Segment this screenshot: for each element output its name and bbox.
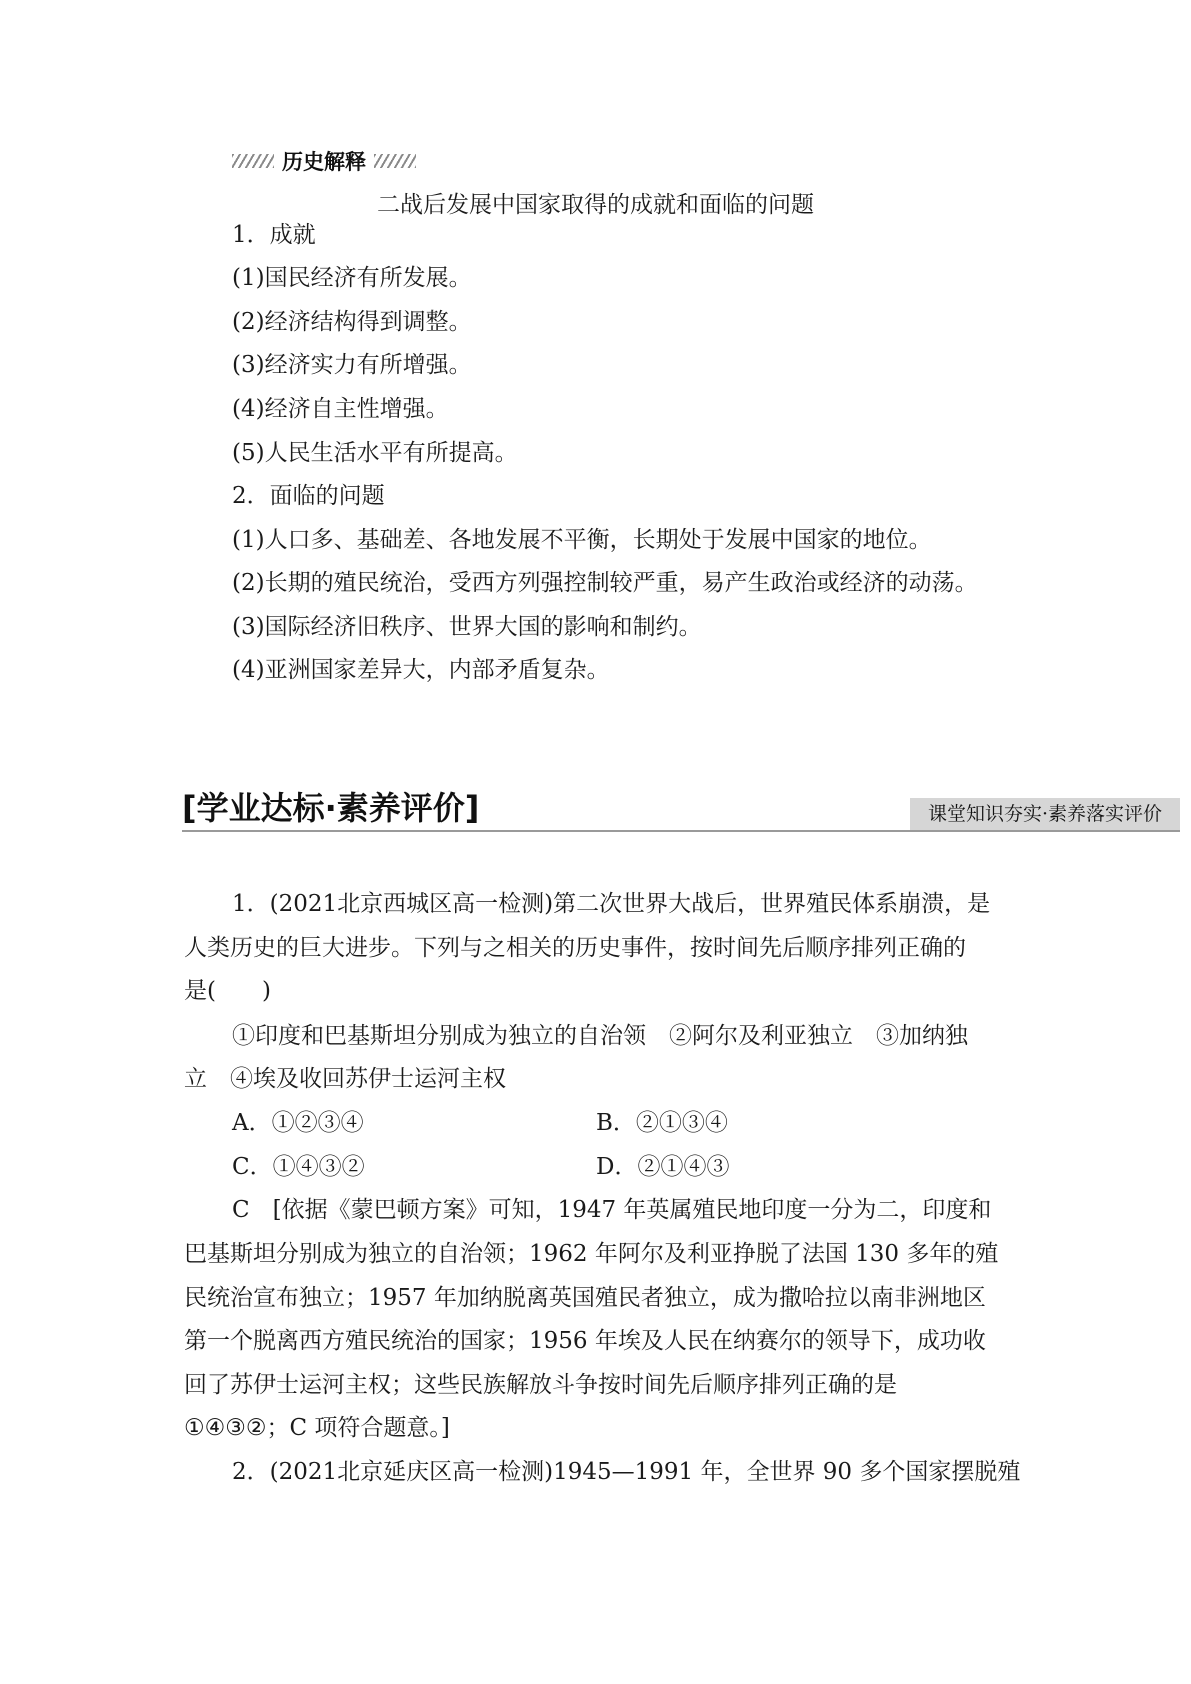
achievement-item: (4)经济自主性增强。 — [232, 396, 449, 422]
section-divider — [182, 830, 1180, 832]
answer-line: 第一个脱离西方殖民统治的国家；1956 年埃及人民在纳赛尔的领导下，成功收 — [184, 1328, 986, 1354]
answer-line: ①④③②；C 项符合题意。] — [184, 1415, 450, 1441]
problem-item: (3)国际经济旧秩序、世界大国的影响和制约。 — [232, 614, 702, 640]
problem-item: (4)亚洲国家差异大，内部矛盾复杂。 — [232, 657, 610, 683]
problem-item: (1)人口多、基础差、各地发展不平衡，长期处于发展中国家的地位。 — [232, 527, 932, 553]
option-a: A．①②③④ — [232, 1110, 364, 1136]
option-d: D．②①④③ — [596, 1154, 730, 1180]
question-1-line: 是( ) — [184, 978, 271, 1004]
hatch-decoration-left — [232, 154, 274, 168]
question-1-events: ①印度和巴基斯坦分别成为独立的自治领 ②阿尔及利亚独立 ③加纳独 — [232, 1023, 968, 1049]
option-b: B．②①③④ — [596, 1110, 728, 1136]
section-title: [学业达标·素养评价] — [182, 789, 480, 827]
achievements-title: 1．成就 — [232, 222, 316, 248]
question-1-line: 1．(2021北京西城区高一检测)第二次世界大战后，世界殖民体系崩溃，是 — [232, 891, 991, 917]
section-tag-label: 历史解释 — [282, 150, 366, 174]
achievement-item: (3)经济实力有所增强。 — [232, 352, 472, 378]
option-c: C．①④③② — [232, 1154, 365, 1180]
question-1-events: 立 ④埃及收回苏伊士运河主权 — [184, 1066, 506, 1092]
answer-line: 回了苏伊士运河主权；这些民族解放斗争按时间先后顺序排列正确的是 — [184, 1372, 897, 1398]
problems-title: 2．面临的问题 — [232, 483, 385, 509]
answer-line: 巴基斯坦分别成为独立的自治领；1962 年阿尔及利亚挣脱了法国 130 多年的殖 — [184, 1241, 999, 1267]
problem-item: (2)长期的殖民统治，受西方列强控制较严重，易产生政治或经济的动荡。 — [232, 570, 978, 596]
answer-line: C [依据《蒙巴顿方案》可知，1947 年英属殖民地印度一分为二，印度和 — [232, 1197, 992, 1223]
achievement-item: (2)经济结构得到调整。 — [232, 309, 472, 335]
hatch-decoration-right — [374, 154, 416, 168]
section-badge: 课堂知识夯实·素养落实评价 — [910, 798, 1180, 830]
question-1-line: 人类历史的巨大进步。下列与之相关的历史事件，按时间先后顺序排列正确的 — [184, 935, 966, 961]
achievement-item: (1)国民经济有所发展。 — [232, 265, 472, 291]
answer-line: 民统治宣布独立；1957 年加纳脱离英国殖民者独立，成为撒哈拉以南非洲地区 — [184, 1285, 986, 1311]
section-tag — [232, 146, 416, 176]
achievement-item: (5)人民生活水平有所提高。 — [232, 440, 518, 466]
heading: 二战后发展中国家取得的成就和面临的问题 — [377, 192, 814, 218]
question-2-line: 2．(2021北京延庆区高一检测)1945—1991 年，全世界 90 多个国家摆脱殖 — [232, 1459, 1021, 1485]
